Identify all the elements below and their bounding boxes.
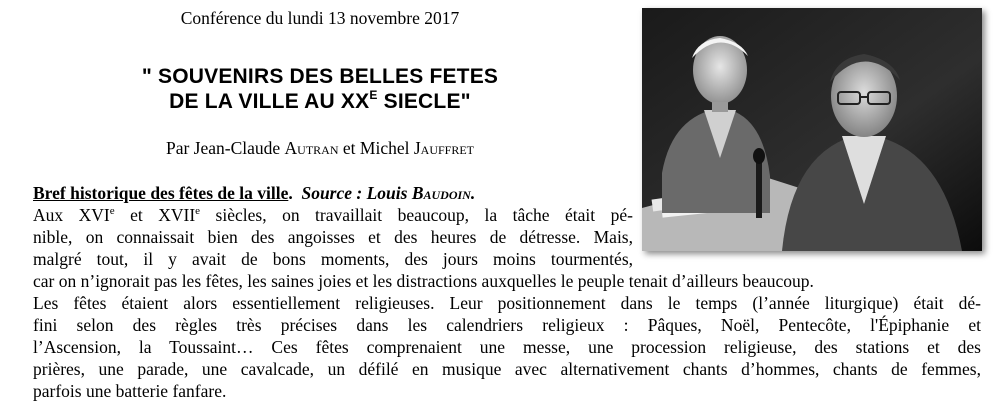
title-line-2 — [0, 89, 640, 114]
source-label: Source : Louis — [301, 183, 412, 203]
authors-line — [0, 138, 640, 159]
line-1-superscript-1: e — [109, 205, 115, 218]
title-superscript: E — [369, 88, 378, 102]
source-name: Baudoin — [411, 183, 471, 203]
authors-prefix: Par Jean-Claude — [165, 138, 285, 158]
article-body — [33, 182, 981, 402]
conference-date: Conférence du lundi 13 novembre 2017 — [180, 8, 460, 28]
author-1-surname: Autran — [284, 138, 339, 158]
article-heading: Bref historique des fêtes de la ville — [33, 183, 289, 203]
paragraph-line-9: parfois une batterie fanfare. — [33, 381, 227, 401]
line-1-middle: et XVII — [114, 205, 196, 225]
paragraph-line-2: nible, on connaissait bien des angoisses et des heures de détresse. Mais, — [33, 227, 633, 247]
paragraph-line-3: malgré tout, il y avait de bons moments, des jours moins tourmentés, — [33, 249, 633, 269]
line-1-start: Aux XVI — [33, 205, 110, 225]
line-1-end: siècles, on travaillait beaucoup, la tâche était pé- — [200, 205, 633, 225]
paragraph-line-8: prières, une parade, une cavalcade, un défilé en musique avec alternativement chants d’hommes, chants de femmes, — [33, 359, 981, 379]
author-2-surname: Jauffret — [413, 138, 475, 158]
title-line-1: " SOUVENIRS DES BELLES FETES — [141, 65, 499, 88]
line-1-superscript-2: e — [195, 205, 201, 218]
source-period: . — [470, 183, 476, 203]
paragraph-line-1 — [33, 204, 633, 226]
title-line-2-end: SIECLE" — [377, 90, 471, 113]
paragraph-line-4: car on n’ignorait pas les fêtes, les saines joies et les distractions auxquelles le peuple tenait d’ailleurs beaucoup. — [33, 271, 814, 291]
paragraph-line-7: l’Ascension, la Toussaint… Ces fêtes comprenaient une messe, une procession religieuse, des stations et des — [33, 337, 981, 357]
paragraph-line-5: Les fêtes étaient alors essentiellement religieuses. Leur positionnement dans le temps (l’année liturgique) était dé- — [33, 293, 981, 313]
conference-title — [0, 64, 640, 114]
article-heading-line — [33, 182, 981, 204]
title-line-2-start: DE LA VILLE AU XX — [169, 90, 370, 113]
paragraph-line-6: fini selon des règles très précises dans les calendriers religieux : Pâques, Noël, Pentecôte, l'Épiphanie et — [33, 315, 981, 335]
article-heading-period: . — [288, 183, 293, 203]
authors-connector: et Michel — [338, 138, 414, 158]
